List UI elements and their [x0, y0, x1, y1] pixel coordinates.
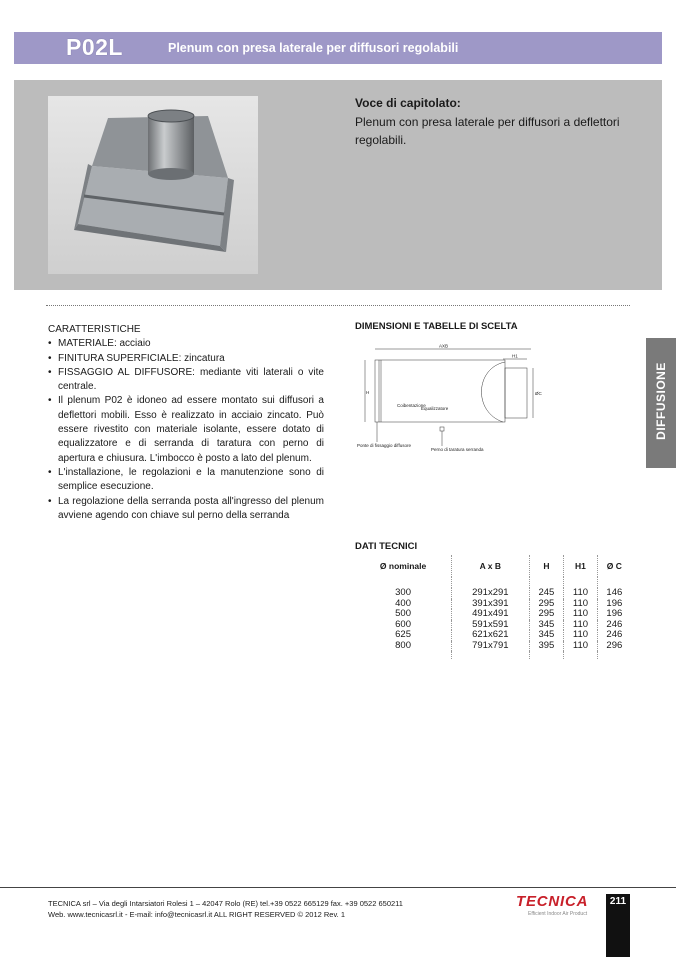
- label-ponte: Ponte di fissaggio diffusore: [357, 443, 411, 448]
- table-cell: 295: [529, 609, 564, 620]
- label-equalizzatore: Equalizzatore: [421, 406, 449, 411]
- logo-tagline: Efficient Indoor Air Product: [528, 911, 588, 917]
- side-tab-label: DIFFUSIONE: [654, 362, 668, 440]
- page-number: 211: [609, 896, 627, 907]
- caratteristiche-section: [48, 323, 324, 523]
- table-cell: 400: [395, 597, 411, 609]
- table-cell: 591x591: [452, 620, 529, 631]
- table-cell: 300: [395, 587, 411, 598]
- label-h1: H1: [512, 353, 518, 359]
- header-cell: Ø nominale: [379, 561, 427, 571]
- header-cell: A x B: [452, 555, 529, 577]
- dimensioni-title: DIMENSIONI E TABELLE DI SCELTA: [355, 321, 518, 332]
- table-cell: 296: [597, 641, 631, 652]
- table-row: [355, 630, 631, 641]
- label-perno: Perno di taratura serranda: [431, 447, 484, 452]
- footer-contacts: Web. www.tecnicasrl.it - E-mail: info@tecnicasrl.it ALL RIGHT RESERVED © 2012 Rev. 1: [48, 910, 345, 919]
- product-photo: [48, 96, 258, 274]
- technical-drawing: [355, 340, 545, 460]
- table-cell: 291x291: [452, 588, 529, 599]
- table-cell: 246: [597, 620, 631, 631]
- caratteristiche-title: CARATTERISTICHE: [48, 324, 141, 335]
- table-cell: 345: [529, 620, 564, 631]
- dati-title: DATI TECNICI: [355, 541, 418, 552]
- table-cell: 245: [529, 588, 564, 599]
- table-cell: 110: [564, 630, 597, 641]
- label-axb: AXB: [439, 343, 449, 349]
- list-item: • Il plenum P02 è idoneo ad essere montato sui diffusori a deflettori mobili. Esso è realizzato in acciaio zincato. Può essere rivestito con materiale isolante, essere dotato di equalizzatore e di serranda di taratura con perno di apertura e chiusura. L'imbocco è posto a lato del plenum.: [48, 394, 324, 465]
- list-item: • FISSAGGIO AL DIFFUSORE: mediante viti laterali o vite centrale.: [48, 366, 324, 395]
- footer-address: TECNICA srl – Via degli Intarsiatori Rolesi 1 – 42047 Rolo (RE) tel.+39 0522 665129 fax. +39 0522 650211: [48, 899, 403, 908]
- table-cell: 110: [564, 588, 597, 599]
- list-item: • L'installazione, le regolazioni e la manutenzione sono di semplice esecuzione.: [48, 466, 324, 495]
- product-code: P02L: [66, 34, 123, 60]
- table-cell: 621x621: [452, 630, 529, 641]
- table-cell: 345: [529, 630, 564, 641]
- header-cell: H1: [564, 555, 597, 577]
- section-side-tab: [646, 338, 676, 468]
- tecnica-logo: TECNICA: [516, 893, 589, 910]
- list-item: • FINITURA SUPERFICIALE: zincatura: [48, 352, 324, 366]
- page-number-box: [606, 894, 630, 957]
- table-cell: 110: [564, 620, 597, 631]
- table-cell: 791x791: [452, 641, 529, 652]
- table-cell: 246: [597, 630, 631, 641]
- table-cell: 625: [395, 629, 411, 640]
- table-cell: 196: [597, 609, 631, 620]
- footer-divider: [0, 887, 676, 888]
- hero-panel: [14, 80, 662, 290]
- title-bar: [14, 32, 662, 64]
- table-cell: 491x491: [452, 609, 529, 620]
- voce-title: Voce di capitolato:: [355, 96, 461, 110]
- table-cell: 146: [597, 588, 631, 599]
- list-item: • La regolazione della serranda posta all'ingresso del plenum avviene agendo con chiave sul perno della serranda: [48, 495, 324, 524]
- table-row: [355, 588, 631, 599]
- table-header-row: [355, 555, 631, 577]
- table-cell: 110: [564, 641, 597, 652]
- table-cell: 196: [597, 599, 631, 610]
- spacer-row: [355, 651, 631, 659]
- table-cell: 391x391: [452, 599, 529, 610]
- voce-text: Plenum con presa laterale per diffusori a deflettori regolabili.: [355, 115, 620, 147]
- table-cell: 600: [395, 618, 411, 630]
- table-cell: 395: [529, 641, 564, 652]
- product-subtitle: Plenum con presa laterale per diffusori regolabili: [168, 41, 459, 55]
- footer: [48, 898, 403, 920]
- header-cell: H: [529, 555, 564, 577]
- table-row: [355, 641, 631, 652]
- table-row: [355, 609, 631, 620]
- label-h: H: [366, 390, 370, 395]
- table-cell: 295: [529, 599, 564, 610]
- table-cell: 110: [564, 609, 597, 620]
- dati-table: [355, 555, 631, 659]
- header-cell: Ø C: [597, 555, 631, 577]
- label-oc: ØC: [535, 391, 542, 396]
- caratteristiche-list: [48, 337, 324, 523]
- label-coibentazione: Coibentazione: [397, 403, 426, 408]
- table-cell: 800: [395, 639, 411, 651]
- list-item: • MATERIALE: acciaio: [48, 337, 324, 351]
- section-divider: [46, 305, 630, 306]
- table-cell: 110: [564, 599, 597, 610]
- table-cell: 500: [395, 608, 411, 619]
